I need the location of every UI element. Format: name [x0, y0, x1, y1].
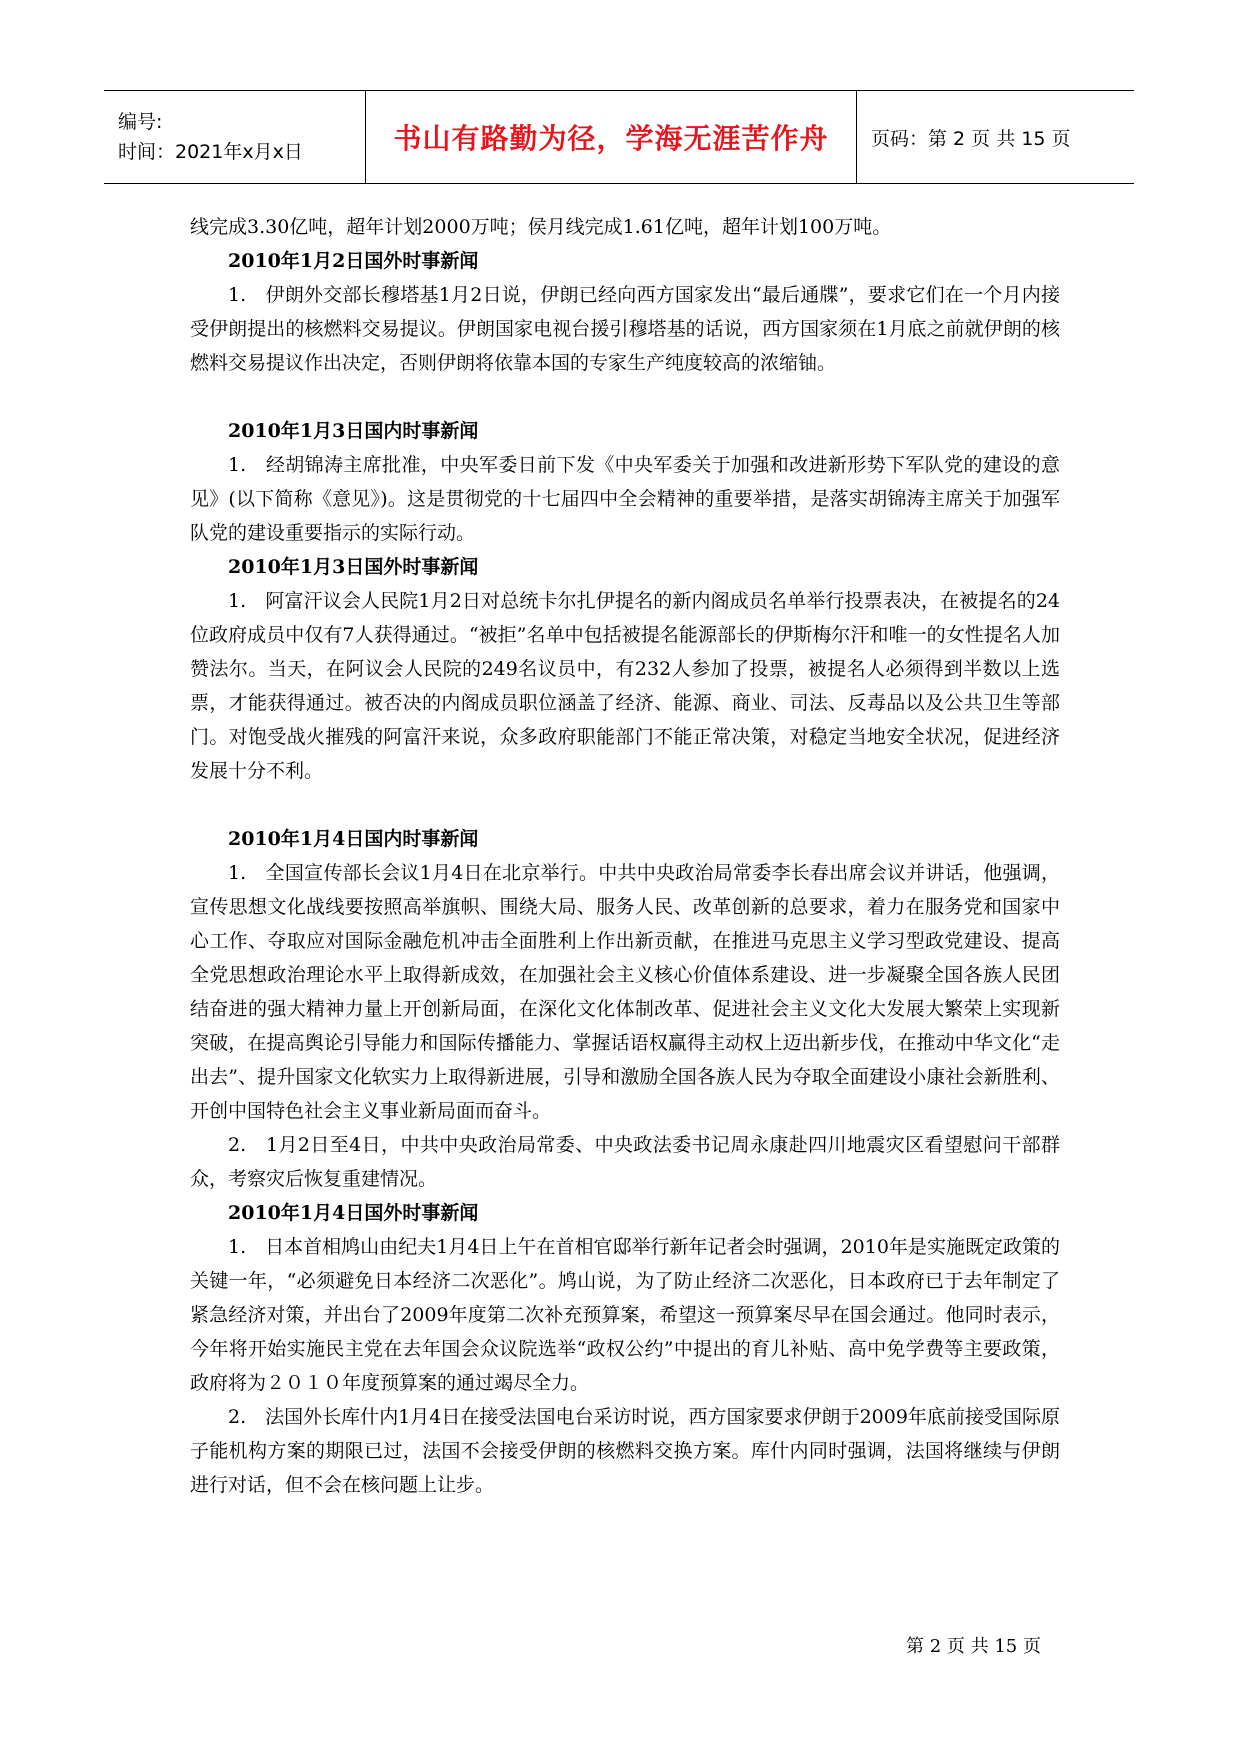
document-body: [190, 210, 1060, 1502]
body-paragraph: 1. 阿富汗议会人民院1月2日对总统卡尔扎伊提名的新内阁成员名单举行投票表决，在被提名的24位政府成员中仅有7人获得通过。“被拒”名单中包括被提名能源部长的伊斯梅尔汗和唯一的女性提名人加赞法尔。当天，在阿议会人民院的249名议员中，有232人参加了投票，被提名人必须得到半数以上选票，才能获得通过。被否决的内阁成员职位涵盖了经济、能源、商业、司法、反毒品以及公共卫生等部门。对饱受战火摧残的阿富汗来说，众多政府职能部门不能正常决策，对稳定当地安全状况，促进经济发展十分不利。: [190, 590, 1060, 782]
section-heading: 2010年1月2日国外时事新闻: [228, 250, 479, 272]
body-paragraph: 线完成3.30亿吨，超年计划2000万吨；侯月线完成1.61亿吨，超年计划100万吨。: [190, 216, 892, 238]
page-header: [104, 90, 1134, 184]
header-motto: 书山有路勤为径，学海无涯苦作舟: [366, 91, 857, 183]
section-heading: 2010年1月4日国外时事新闻: [228, 1202, 479, 1224]
paragraph-spacer: [190, 788, 1060, 822]
body-paragraph: 1. 全国宣传部长会议1月4日在北京举行。中共中央政治局常委李长春出席会议并讲话，他强调，宣传思想文化战线要按照高举旗帜、围绕大局、服务人民、改革创新的总要求，着力在服务党和国家中心工作、夺取应对国际金融危机冲击全面胜利上作出新贡献，在推进马克思主义学习型政党建设、提高全党思想政治理论水平上取得新成效，在加强社会主义核心价值体系建设、进一步凝聚全国各族人民团结奋进的强大精神力量上开创新局面，在深化文化体制改革、促进社会主义文化大发展大繁荣上实现新突破，在提高舆论引导能力和国际传播能力、掌握话语权赢得主动权上迈出新步伐，在推动中华文化“走出去”、提升国家文化软实力上取得新进展，引导和激励全国各族人民为夺取全面建设小康社会新胜利、开创中国特色社会主义事业新局面而奋斗。: [190, 862, 1060, 1122]
body-paragraph: 1. 经胡锦涛主席批准，中央军委日前下发《中央军委关于加强和改进新形势下军队党的建设的意见》(以下简称《意见》)。这是贯彻党的十七届四中全会精神的重要举措，是落实胡锦涛主席关于加强军队党的建设重要指示的实际行动。: [190, 454, 1060, 544]
section-heading: 2010年1月4日国内时事新闻: [228, 828, 479, 850]
section-heading: 2010年1月3日国内时事新闻: [228, 420, 479, 442]
body-paragraph: 1. 伊朗外交部长穆塔基1月2日说，伊朗已经向西方国家发出“最后通牒”，要求它们在一个月内接受伊朗提出的核燃料交易提议。伊朗国家电视台援引穆塔基的话说，西方国家须在1月底之前就伊朗的核燃料交易提议作出决定，否则伊朗将依靠本国的专家生产纯度较高的浓缩铀。: [190, 284, 1060, 374]
header-page-number: 页码：第 2 页 共 15 页: [871, 127, 1071, 150]
document-number-label: 编号:: [118, 111, 163, 133]
page-footer-number: 第 2 页 共 15 页: [906, 1636, 1041, 1657]
body-paragraph: 2. 1月2日至4日，中共中央政治局常委、中央政法委书记周永康赴四川地震灾区看望慰问干部群众，考察灾后恢复重建情况。: [190, 1134, 1060, 1190]
body-paragraph: 2. 法国外长库什内1月4日在接受法国电台采访时说，西方国家要求伊朗于2009年底前接受国际原子能机构方案的期限已过，法国不会接受伊朗的核燃料交换方案。库什内同时强调，法国将继续与伊朗进行对话，但不会在核问题上让步。: [190, 1406, 1060, 1496]
section-heading: 2010年1月3日国外时事新闻: [228, 556, 479, 578]
header-meta: [104, 91, 366, 183]
paragraph-spacer: [190, 380, 1060, 414]
document-date: 时间：2021年x月x日: [118, 141, 303, 163]
body-paragraph: 1. 日本首相鸠山由纪夫1月4日上午在首相官邸举行新年记者会时强调，2010年是实施既定政策的关键一年，“必须避免日本经济二次恶化”。鸠山说，为了防止经济二次恶化，日本政府已于去年制定了紧急经济对策，并出台了2009年度第二次补充预算案，希望这一预算案尽早在国会通过。他同时表示，今年将开始实施民主党在去年国会众议院选举“政权公约”中提出的育儿补贴、高中免学费等主要政策，政府将为２０１０年度预算案的通过竭尽全力。: [190, 1236, 1060, 1394]
